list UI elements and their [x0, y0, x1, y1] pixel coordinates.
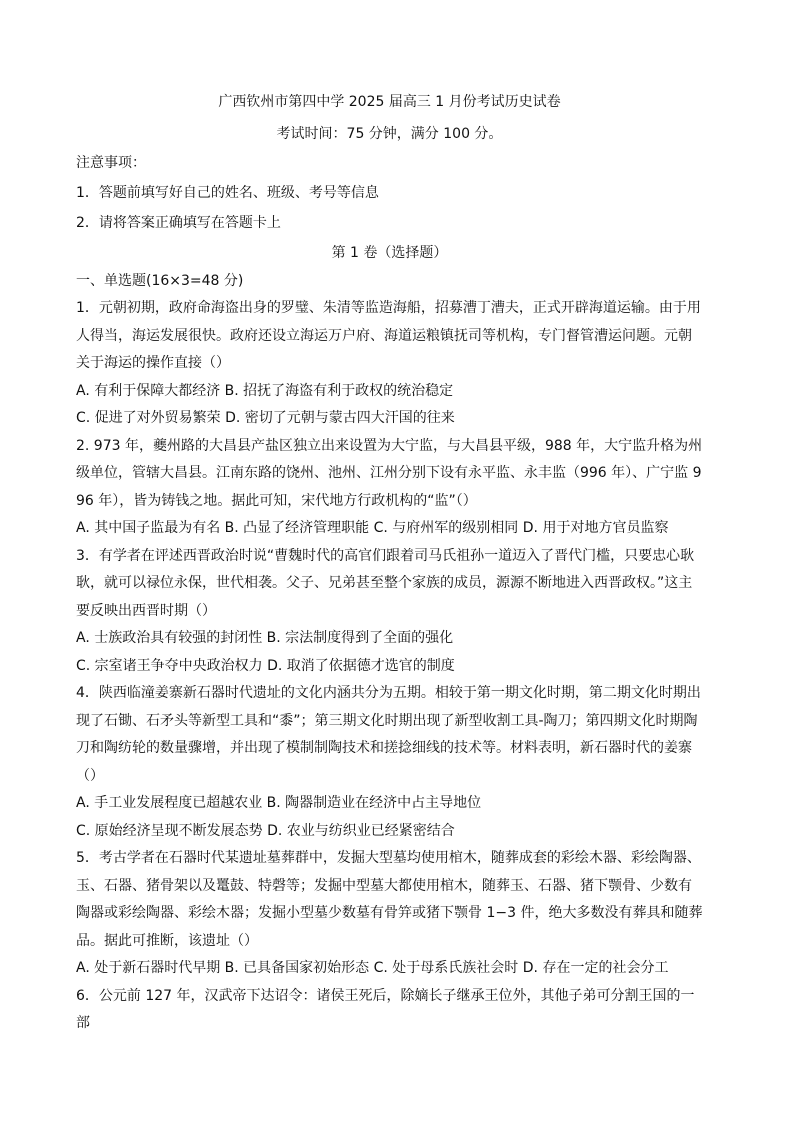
question-1 — [76, 295, 703, 433]
question-2 — [76, 433, 703, 543]
question-4 — [76, 680, 703, 845]
question-options: A. 处于新石器时代早期 B. 已具备国家初始形态 C. 处于母系氏族社会时 D. 存在一定的社会分工 — [76, 960, 669, 976]
question-options: A. 士族政治具有较强的封闭性 B. 宗法制度得到了全面的强化 — [76, 630, 454, 646]
notes-heading: 注意事项： — [76, 155, 146, 171]
note-item: 1．答题前填写好自己的姓名、班级、考号等信息 — [76, 185, 379, 201]
question-stem: 2. 973 年，夔州路的大昌县产盐区独立出来设置为大宁监，与大昌县平级，988 年，大宁监升格为州级单位，管辖大昌县。江南东路的饶州、池州、江州分别下设有永平监、永丰监（996 年）、广宁监 996 年），皆为铸钱之地。据此可知，宋代地方行政机构的“监”（） — [76, 437, 703, 509]
volume-title: 第 1 卷（选择题） — [331, 245, 448, 261]
note-item: 2．请将答案正确填写在答题卡上 — [76, 215, 281, 231]
exam-title: 广西钦州市第四中学 2025 届高三 1 月份考试历史试卷 — [218, 94, 561, 110]
question-options: C. 促进了对外贸易繁荣 D. 密切了元朝与蒙古四大汗国的往来 — [76, 410, 455, 426]
question-stem: 4．陕西临潼姜寨新石器时代遗址的文化内涵共分为五期。相较于第一期文化时期，第二期文化时期出现了石锄、石矛头等新型工具和“黍”；第三期文化时期出现了新型收割工具-陶刀；第四期文化时期陶刀和陶纺轮的数量骤增，并出现了模制制陶技术和搓捻细线的技术等。材料表明，新石器时代的姜寨（） — [76, 685, 701, 784]
exam-time-info: 考试时间：75 分钟，满分 100 分。 — [276, 126, 503, 142]
part-heading: 一、单选题(16×3=48 分) — [76, 273, 244, 289]
question-stem: 6．公元前 127 年，汉武帝下达诏令：诸侯王死后，除嫡长子继承王位外，其他子弟可分割王国的一部 — [76, 987, 695, 1031]
question-options: C. 宗室诸王争夺中央政治权力 D. 取消了依据德才选官的制度 — [76, 657, 455, 674]
question-options: A. 手工业发展程度已超越农业 B. 陶器制造业在经济中占主导地位 — [76, 795, 482, 811]
question-stem: 5．考古学者在石器时代某遗址墓葬群中，发掘大型墓均使用棺木，随葬成套的彩绘木器、彩绘陶器、玉、石器、猪骨架以及鼍鼓、特磬等；发掘中型墓大都使用棺木，随葬玉、石器、猪下颚骨、少数有陶器或彩绘陶器、彩绘木器；发掘小型墓少数墓有骨笄或猪下颚骨 1−3 件，绝大多数没有葬具和随葬品。据此可推断，该遗址（） — [76, 850, 703, 949]
question-6 — [76, 983, 703, 1038]
question-5 — [76, 845, 703, 983]
question-options: A. 其中国子监最为有名 B. 凸显了经济管理职能 C. 与府州军的级别相同 D. 用于对地方官员监察 — [76, 520, 669, 536]
question-stem: 1．元朝初期，政府命海盗出身的罗璧、朱清等监造海船，招募漕丁漕夫，正式开辟海道运输。由于用人得当，海运发展很快。政府还设立海运万户府、海道运粮镇抚司等机构，专门督管漕运问题。元朝关于海运的操作直接（） — [76, 300, 701, 371]
question-stem: 3．有学者在评述西晋政治时说“曹魏时代的高官们跟着司马氏祖孙一道迈入了晋代门槛，只要忠心耿耿，就可以禄位永保，世代相袭。父子、兄弟甚至整个家族的成员，源源不断地进入西晋政权。”这主要反映出西晋时期（） — [76, 547, 695, 619]
question-3 — [76, 543, 703, 681]
question-options: A. 有利于保障大都经济 B. 招抚了海盗有利于政权的统治稳定 — [76, 382, 454, 399]
question-options: C. 原始经济呈现不断发展态势 D. 农业与纺织业已经紧密结合 — [76, 822, 455, 839]
